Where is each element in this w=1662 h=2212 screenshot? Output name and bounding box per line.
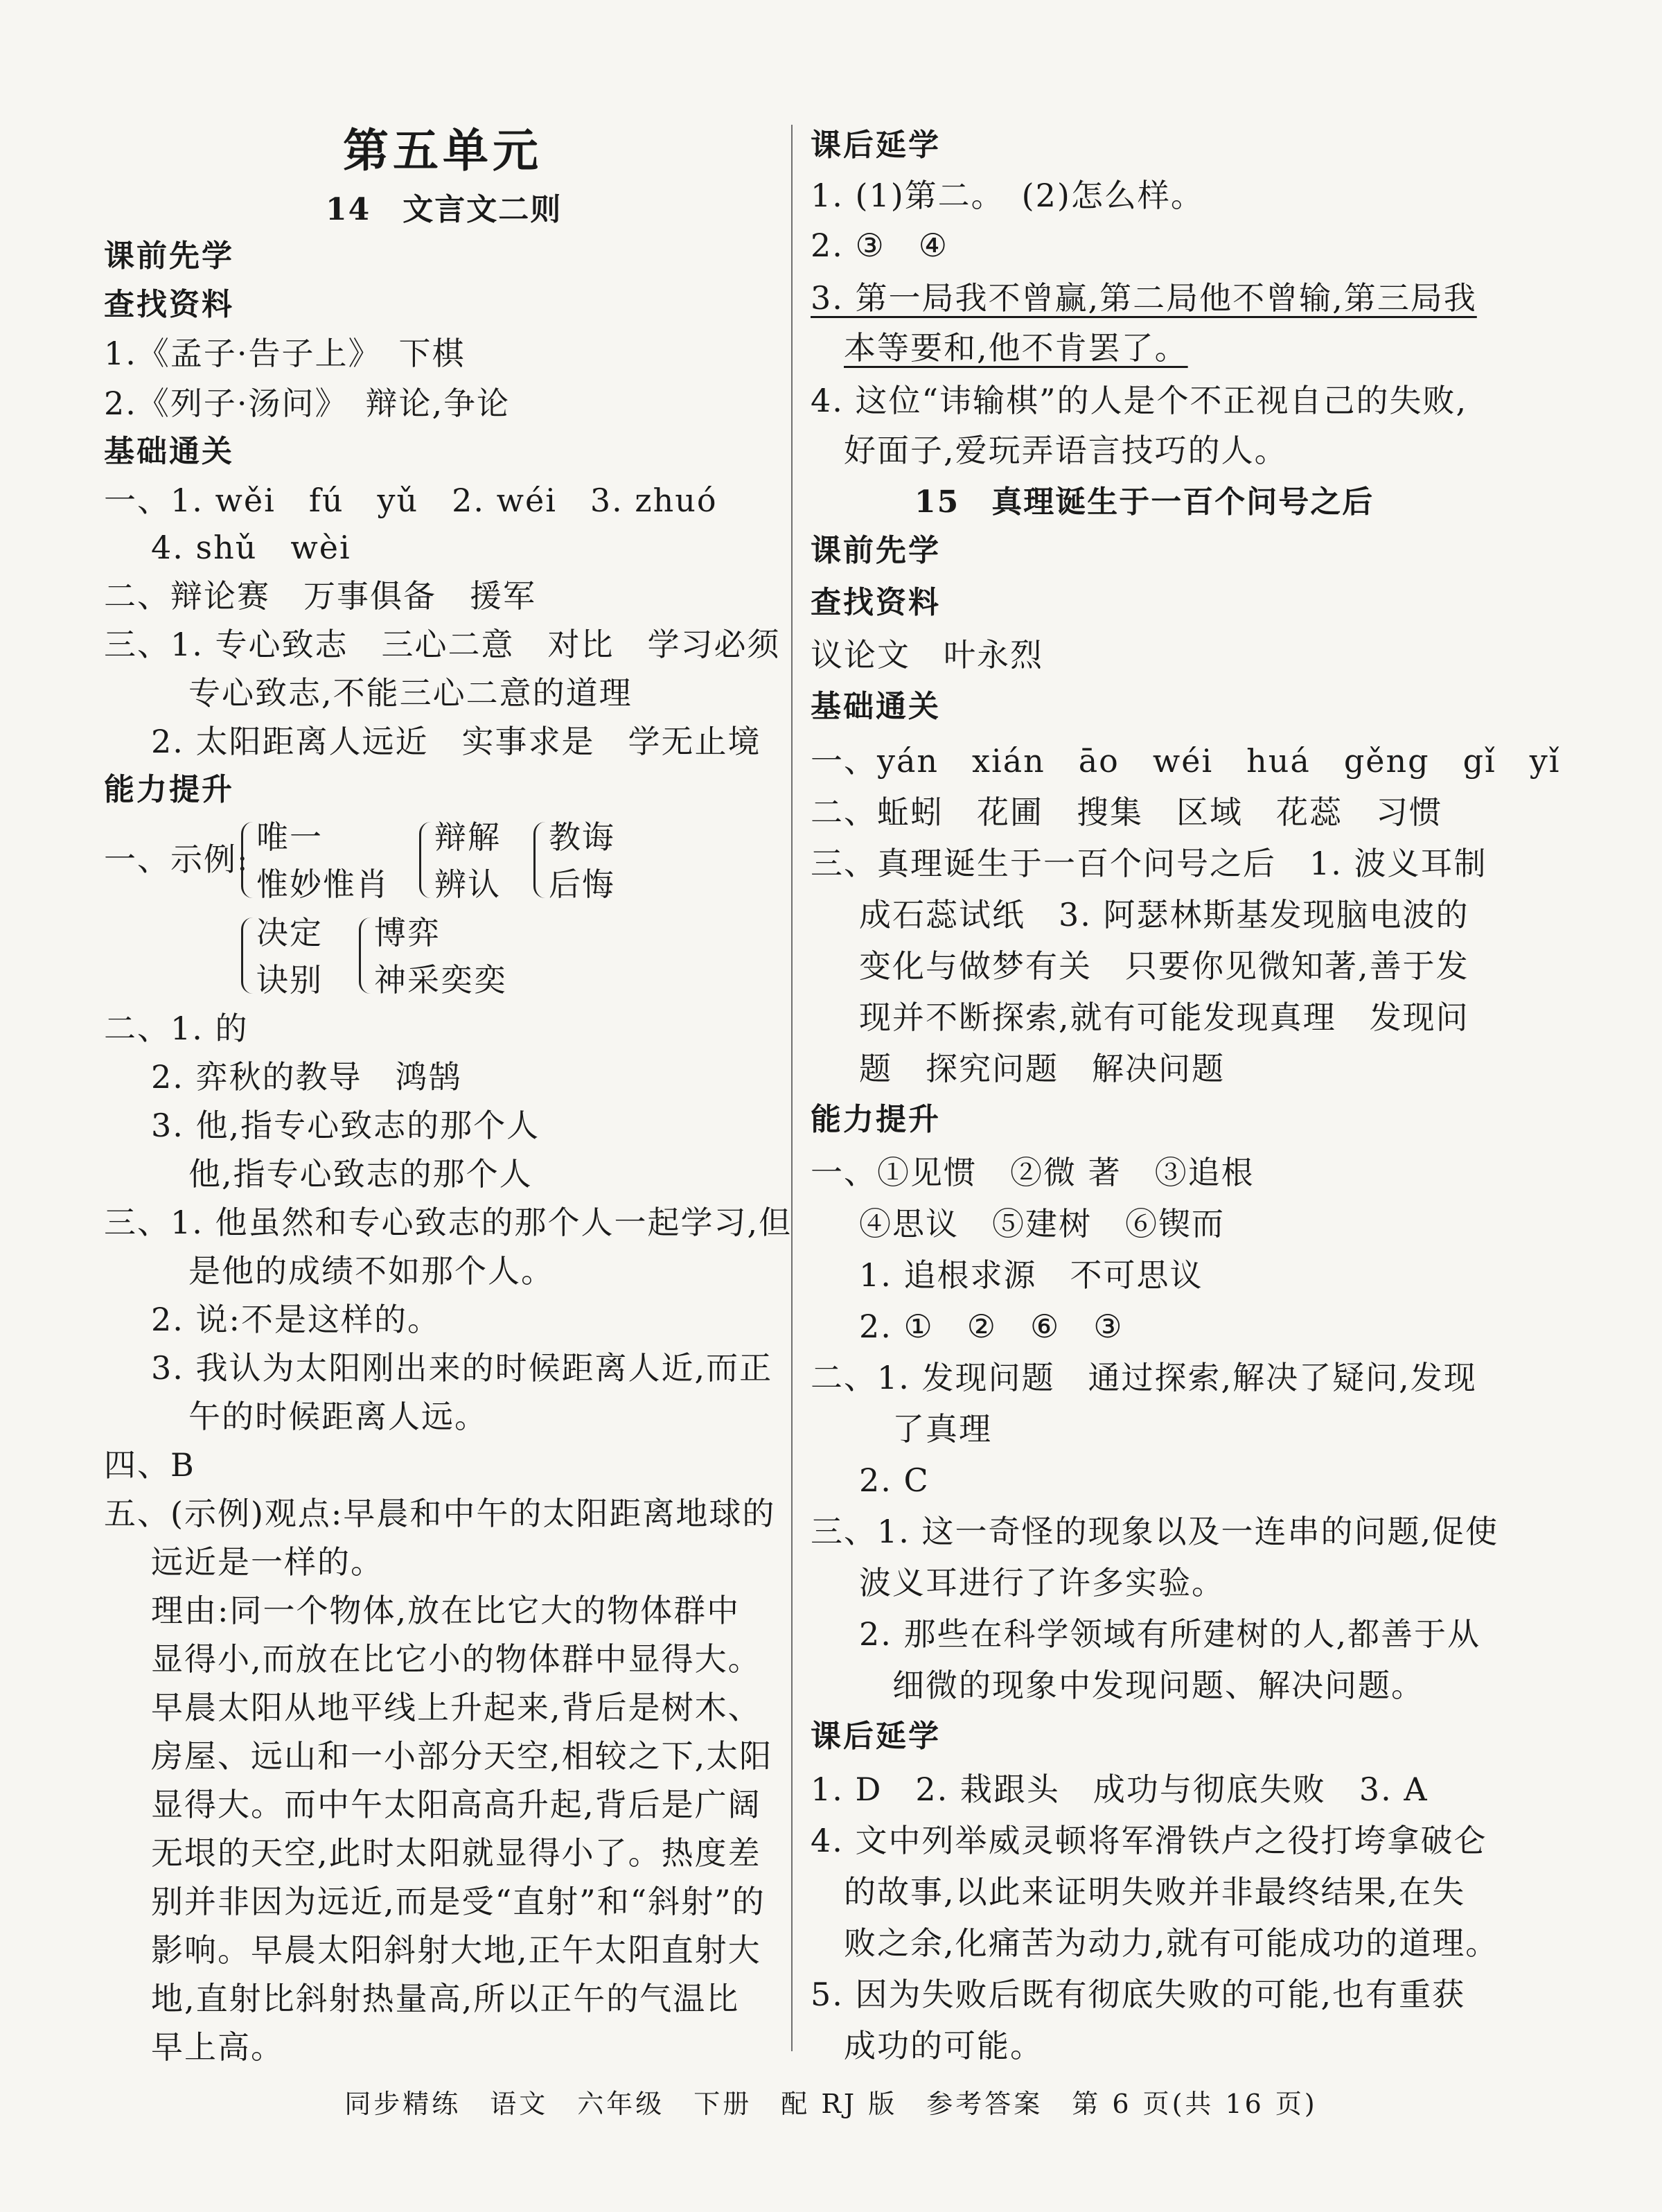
l14-ab-5j: 影响。早晨太阳斜射大地,正午太阳直射大 [151,1931,761,1969]
l14-find-2: 2.《列子·汤问》 辩论,争论 [104,385,511,422]
section-after-study: 课后延学 [811,1719,941,1754]
l15-basic-3a: 三、真理诞生于一百个问号之后 1. 波义耳制 [811,845,1487,882]
l14-ab-1-w7: 决定 [256,914,323,951]
l14-ab-1-w2: 惟妙惟肖 [256,866,389,903]
l14-ab-5g: 显得大。而中午太阳高高升起,背后是广阔 [151,1786,761,1823]
l14-basic-1b: 4. shǔ wèi [151,529,351,566]
l15-ab-2b: 了真理 [892,1410,992,1448]
l14-ab-5i: 别并非因为远近,而是受“直射”和“斜射”的 [151,1883,766,1920]
l15-basic-3e: 题 探究问题 解决问题 [859,1050,1225,1087]
l14-ab-3b: 是他的成绩不如那个人。 [188,1252,554,1290]
l15-after-4a: 4. 文中列举威灵顿将军滑铁卢之役打垮拿破仑 [811,1822,1487,1859]
l14-after-4b: 好面子,爱玩弄语言技巧的人。 [844,432,1288,469]
l14-ab-3c: 2. 说:不是这样的。 [151,1301,441,1338]
l15-ab-1c: 1. 追根求源 不可思议 [859,1256,1203,1294]
l14-ab-3d: 3. 我认为太阳刚出来的时候距离人近,而正 [151,1349,773,1387]
l14-basic-2: 二、辩论赛 万事俱备 援军 [104,577,536,615]
l14-ab-1-w8: 诀别 [256,961,323,999]
l14-ab-2d: 他,指专心致志的那个人 [188,1155,533,1193]
l14-after-3a: 3. 第一局我不曾赢,第二局他不曾输,第三局我 [811,279,1477,317]
brace-icon [241,822,253,898]
lesson-15-title: 15 真理诞生于一百个问号之后 [914,484,1374,520]
l15-ab-1a: 一、①见惯 ②微 著 ③追根 [811,1154,1255,1191]
l14-basic-3b: 专心致志,不能三心二意的道理 [188,674,633,712]
brace-icon [533,822,545,898]
l14-after-1: 1. (1)第二。 (2)怎么样。 [811,177,1204,214]
l15-after-4b: 的故事,以此来证明失败并非最终结果,在失 [844,1873,1466,1911]
l14-ab-1-w10: 神采奕奕 [374,961,507,999]
brace-icon [241,918,253,994]
brace-icon [419,822,431,898]
l14-ab-3e: 午的时候距离人远。 [188,1398,488,1435]
l15-after-1: 1. D 2. 栽跟头 成功与彻底失败 3. A [811,1771,1429,1808]
section-find-material: 查找资料 [104,287,234,322]
section-pre-study: 课前先学 [811,533,941,568]
l14-ab-4: 四、B [104,1446,195,1484]
l15-basic-3d: 现并不断探索,就有可能发现真理 发现问 [859,999,1469,1036]
l15-basic-3b: 成石蕊试纸 3. 阿瑟林斯基发现脑电波的 [859,896,1469,933]
section-pre-study: 课前先学 [104,238,234,274]
l14-after-2: 2. ③ ④ [811,227,948,264]
l14-after-4a: 4. 这位“讳输棋”的人是个不正视自己的失败, [811,382,1468,419]
l14-ab-5c: 理由:同一个物体,放在比它大的物体群中 [151,1592,741,1629]
lesson-14-title: 14 文言文二则 [326,192,563,227]
l14-ab-1-w4: 辨认 [434,866,501,903]
l14-ab-1-label: 一、示例: [104,841,249,878]
unit-title: 第五单元 [343,124,542,177]
l14-ab-3a: 三、1. 他虽然和专心致志的那个人一起学习,但 [104,1204,793,1241]
section-ability: 能力提升 [104,772,234,807]
l14-basic-3c: 2. 太阳距离人远近 实事求是 学无止境 [151,723,761,760]
section-find-material: 查找资料 [811,585,941,620]
l14-ab-5f: 房屋、远山和一小部分天空,相较之下,太阳 [151,1737,773,1775]
l15-basic-3c: 变化与做梦有关 只要你见微知著,善于发 [859,947,1469,985]
l15-after-5b: 成功的可能。 [844,2027,1043,2064]
l14-basic-3a: 三、1. 专心致志 三心二意 对比 学习必须 [104,626,781,663]
l15-ab-3a: 三、1. 这一奇怪的现象以及一连串的问题,促使 [811,1513,1499,1550]
column-divider [791,125,793,2051]
l14-ab-5d: 显得小,而放在比它小的物体群中显得大。 [151,1640,761,1678]
l15-ab-1b: ④思议 ⑤建树 ⑥锲而 [859,1205,1225,1243]
l14-ab-1-w3: 辩解 [434,818,501,856]
section-basic: 基础通关 [811,689,941,724]
l14-ab-5h: 无垠的天空,此时太阳就显得小了。热度差 [151,1834,761,1872]
l15-ab-1d: 2. ① ② ⑥ ③ [859,1308,1124,1345]
l15-after-5a: 5. 因为失败后既有彻底失败的可能,也有重获 [811,1976,1466,2013]
l15-ab-2a: 二、1. 发现问题 通过探索,解决了疑问,发现 [811,1359,1477,1396]
l14-ab-2c: 3. 他,指专心致志的那个人 [151,1107,540,1144]
l15-basic-2: 二、蚯蚓 花圃 搜集 区域 花蕊 习惯 [811,793,1442,831]
l14-ab-1-w6: 后悔 [549,866,615,903]
l14-ab-2b: 2. 弈秋的教导 鸿鹄 [151,1058,462,1096]
l14-basic-1a: 一、1. wěi fú yǔ 2. wéi 3. zhuó [104,482,718,519]
l15-ab-3d: 细微的现象中发现问题、解决问题。 [892,1667,1424,1704]
section-ability: 能力提升 [811,1102,941,1137]
l15-ab-3b: 波义耳进行了许多实验。 [859,1564,1225,1601]
l14-after-3b: 本等要和,他不肯罢了。 [844,329,1188,367]
l14-ab-5l: 早上高。 [151,2028,284,2066]
l14-find-1: 1.《孟子·告子上》 下棋 [104,335,466,372]
l14-ab-5e: 早晨太阳从地平线上升起来,背后是树木、 [151,1689,761,1726]
l15-ab-3c: 2. 那些在科学领域有所建树的人,都善于从 [859,1615,1481,1653]
l14-ab-1-w1: 唯一 [256,818,323,856]
section-basic: 基础通关 [104,434,234,469]
l15-basic-1: 一、yán xián āo wéi huá gěng gǐ yǐ [811,742,1561,780]
l14-ab-1-w5: 教诲 [549,818,615,856]
l14-ab-5a: 五、(示例)观点:早晨和中午的太阳距离地球的 [104,1495,776,1532]
brace-icon [359,918,371,994]
l14-ab-2a: 二、1. 的 [104,1010,249,1047]
l14-ab-5b: 远近是一样的。 [151,1543,384,1581]
l15-find-1: 议论文 叶永烈 [811,636,1043,674]
l14-ab-5k: 地,直射比斜射热量高,所以正午的气温比 [151,1980,740,2017]
l15-ab-2c: 2. C [859,1462,930,1499]
page-footer: 同步精练 语文 六年级 下册 配 RJ 版 参考答案 第 6 页(共 16 页) [344,2089,1318,2119]
section-after-study: 课后延学 [811,128,941,163]
l14-ab-1-w9: 博弈 [374,914,441,951]
l15-after-4c: 败之余,化痛苦为动力,就有可能成功的道理。 [844,1924,1499,1962]
